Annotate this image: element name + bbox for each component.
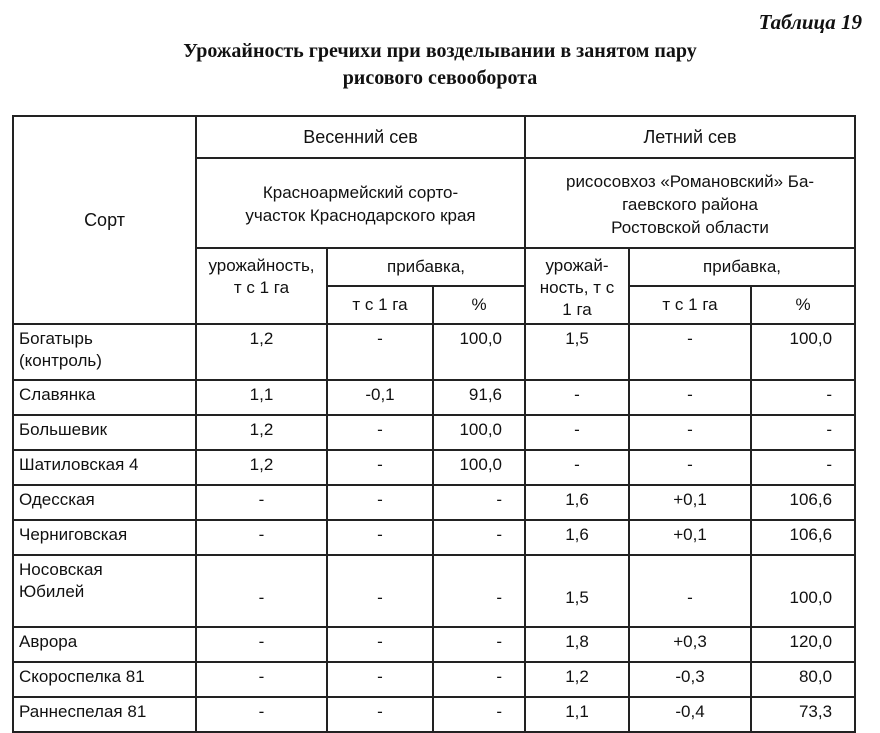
spring-yield-cell: -	[196, 697, 327, 732]
header-spring-location	[196, 158, 525, 248]
header-summer-gain: прибавка,	[629, 248, 855, 286]
table-row	[13, 485, 855, 520]
spring-yield-line: урожайность,	[208, 256, 315, 275]
summer-gain-cell: -	[629, 415, 751, 450]
header-spring-gain: прибавка,	[327, 248, 525, 286]
spring-yield-cell: 1,2	[196, 450, 327, 485]
spring-yield-cell: 1,2	[196, 415, 327, 450]
summer-yield-line: ность, т с	[539, 278, 615, 297]
summer-gain-cell: -	[629, 324, 751, 380]
summer-yield-cell: 1,6	[525, 520, 629, 555]
summer-pct-cell: 73,3	[751, 697, 855, 732]
summer-yield-line: 1 га	[562, 300, 592, 319]
spring-gain-cell: -	[327, 662, 433, 697]
summer-pct-cell: -	[751, 415, 855, 450]
variety-name-line: Богатырь	[19, 329, 93, 348]
variety-name	[13, 555, 196, 627]
variety-name-line: Юбилей	[19, 582, 85, 601]
spring-pct-cell: 100,0	[433, 450, 525, 485]
spring-gain-cell: -	[327, 324, 433, 380]
summer-gain-cell: -	[629, 380, 751, 415]
summer-location-line: Ростовской области	[611, 217, 769, 237]
table-row	[13, 380, 855, 415]
header-summer-sowing: Летний сев	[525, 116, 855, 158]
spring-pct-cell: -	[433, 627, 525, 662]
summer-yield-cell: 1,5	[525, 324, 629, 380]
variety-name: Скороспелка 81	[13, 662, 196, 697]
spring-gain-cell: -	[327, 520, 433, 555]
spring-gain-cell: -	[327, 415, 433, 450]
table-row	[13, 662, 855, 697]
summer-yield-line: урожай-	[545, 256, 609, 275]
variety-name: Одесская	[13, 485, 196, 520]
spring-gain-cell: -	[327, 485, 433, 520]
spring-pct-cell: -	[433, 485, 525, 520]
summer-yield-cell: -	[525, 415, 629, 450]
spring-pct-cell: -	[433, 555, 525, 627]
table-row	[13, 450, 855, 485]
title-line-1: Урожайность гречихи при возделывании в занятом пару	[183, 40, 697, 62]
variety-name: Большевик	[13, 415, 196, 450]
header-spring-sowing: Весенний сев	[196, 116, 525, 158]
header-sort: Сорт	[13, 116, 196, 324]
summer-gain-cell: -	[629, 450, 751, 485]
table-number: Таблица 19	[758, 10, 862, 34]
spring-gain-cell: -	[327, 555, 433, 627]
spring-pct-cell: 100,0	[433, 415, 525, 450]
summer-location-line: гаевского района	[622, 194, 758, 214]
header-summer-gain-pct: %	[751, 286, 855, 324]
summer-pct-cell: 80,0	[751, 662, 855, 697]
summer-gain-cell: -0,4	[629, 697, 751, 732]
spring-yield-cell: -	[196, 555, 327, 627]
summer-pct-cell: 100,0	[751, 324, 855, 380]
summer-yield-cell: 1,2	[525, 662, 629, 697]
variety-name-line: Носовская	[19, 560, 103, 579]
summer-gain-cell: +0,1	[629, 520, 751, 555]
spring-yield-cell: -	[196, 627, 327, 662]
summer-yield-cell: -	[525, 380, 629, 415]
table-row	[13, 697, 855, 732]
table-row	[13, 324, 855, 380]
table-row	[13, 415, 855, 450]
spring-location-line: Красноармейский сорто-	[262, 183, 459, 202]
summer-pct-cell: -	[751, 380, 855, 415]
spring-pct-cell: -	[433, 697, 525, 732]
table-row	[13, 555, 855, 627]
title-line-2: рисового севооборота	[342, 67, 538, 89]
spring-yield-cell: 1,2	[196, 324, 327, 380]
spring-location-line: участок Краснодарского края	[245, 206, 476, 225]
spring-gain-cell: -	[327, 450, 433, 485]
summer-pct-cell: 106,6	[751, 485, 855, 520]
variety-name	[13, 324, 196, 380]
summer-pct-cell: 106,6	[751, 520, 855, 555]
header-summer-gain-tha: т с 1 га	[629, 286, 751, 324]
summer-location-line: рисосовхоз «Романовский» Ба-	[565, 171, 815, 191]
header-summer-yield	[525, 248, 629, 324]
summer-pct-cell: 100,0	[751, 555, 855, 627]
summer-pct-cell: -	[751, 450, 855, 485]
summer-yield-cell: -	[525, 450, 629, 485]
variety-name: Черниговская	[13, 520, 196, 555]
summer-yield-cell: 1,5	[525, 555, 629, 627]
spring-pct-cell: 100,0	[433, 324, 525, 380]
table-row	[13, 520, 855, 555]
table-row	[13, 627, 855, 662]
summer-yield-cell: 1,1	[525, 697, 629, 732]
summer-yield-cell: 1,6	[525, 485, 629, 520]
summer-gain-cell: +0,3	[629, 627, 751, 662]
spring-gain-cell: -	[327, 697, 433, 732]
variety-name: Раннеспелая 81	[13, 697, 196, 732]
variety-name: Шатиловская 4	[13, 450, 196, 485]
header-summer-location	[525, 158, 855, 248]
summer-yield-cell: 1,8	[525, 627, 629, 662]
yield-table	[12, 115, 856, 733]
summer-gain-cell: +0,1	[629, 485, 751, 520]
spring-pct-cell: -	[433, 520, 525, 555]
spring-yield-cell: -	[196, 485, 327, 520]
summer-gain-cell: -	[629, 555, 751, 627]
table-title	[0, 38, 880, 92]
summer-pct-cell: 120,0	[751, 627, 855, 662]
variety-name: Аврора	[13, 627, 196, 662]
spring-yield-line: т с 1 га	[233, 278, 290, 297]
spring-pct-cell: -	[433, 662, 525, 697]
header-spring-gain-tha: т с 1 га	[327, 286, 433, 324]
spring-gain-cell: -0,1	[327, 380, 433, 415]
summer-gain-cell: -0,3	[629, 662, 751, 697]
spring-pct-cell: 91,6	[433, 380, 525, 415]
header-spring-gain-pct: %	[433, 286, 525, 324]
header-spring-yield	[196, 248, 327, 324]
variety-name: Славянка	[13, 380, 196, 415]
spring-yield-cell: 1,1	[196, 380, 327, 415]
spring-yield-cell: -	[196, 662, 327, 697]
variety-name-line: (контроль)	[19, 351, 102, 370]
spring-gain-cell: -	[327, 627, 433, 662]
spring-yield-cell: -	[196, 520, 327, 555]
